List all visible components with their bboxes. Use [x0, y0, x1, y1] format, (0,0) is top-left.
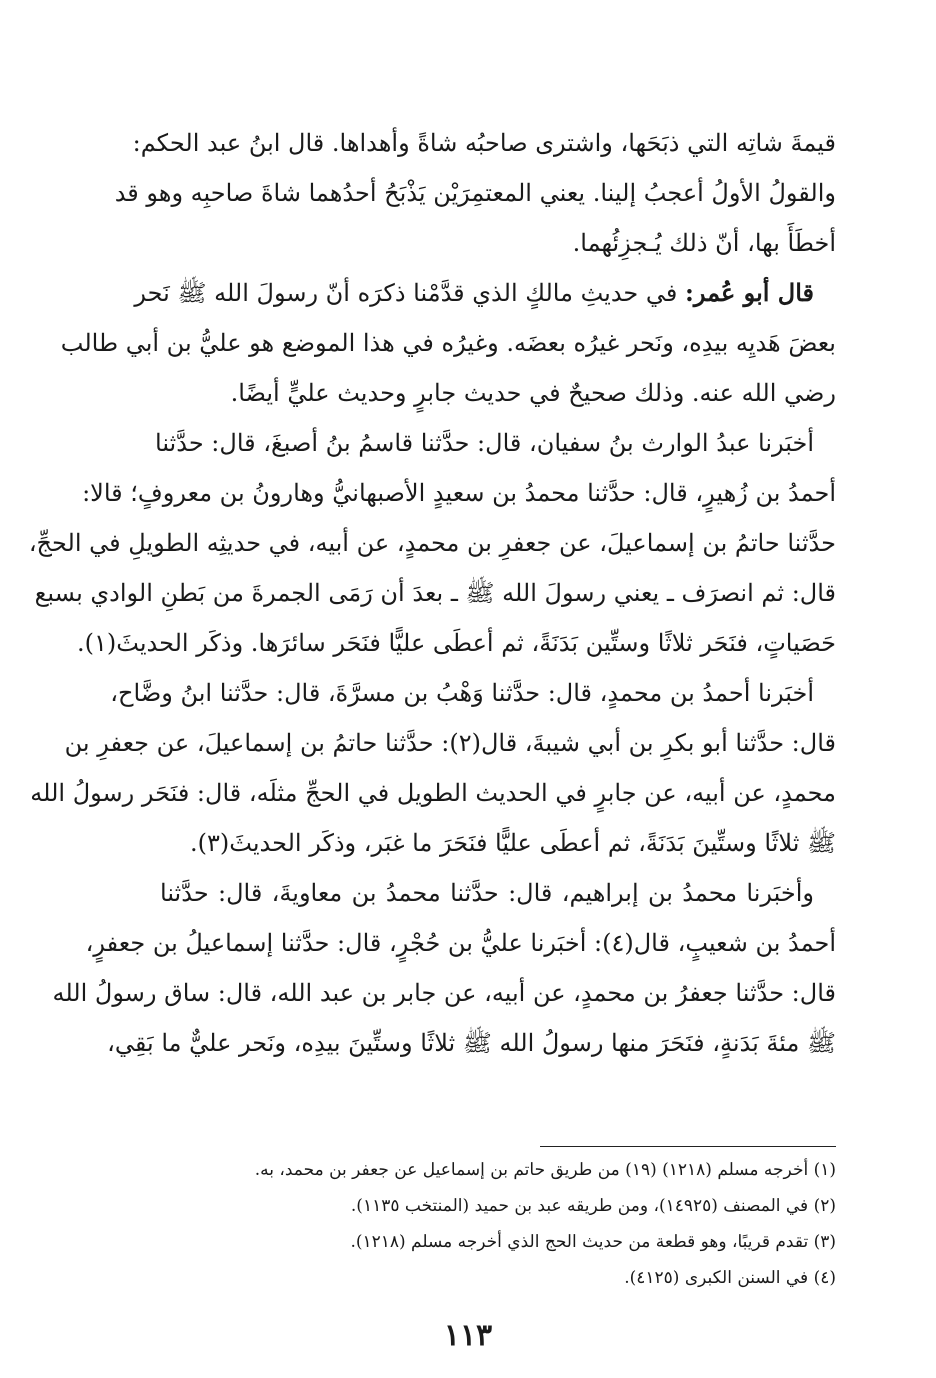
footnote-4: (٤) في السنن الكبرى (٤١٢٥).	[624, 1268, 836, 1288]
paragraph-4	[30, 668, 836, 868]
text-line: أخبَرنا عبدُ الوارث بنُ سفيان، قال: حدَّثنا قاسمُ بنُ أصبغَ، قال: حدَّثنا	[155, 429, 814, 457]
text-line: قيمةَ شاتِه التي ذبَحَها، واشترى صاحبُه شاةً وأهداها. قال ابنُ عبد الحكم:	[132, 129, 836, 157]
text-line: أخبَرنا أحمدُ بن محمدٍ، قال: حدَّثنا وَهْبُ بن مسرَّةَ، قال: حدَّثنا ابنُ وضَّاح،	[110, 679, 814, 707]
text-line: والقولُ الأولُ أعجبُ إلينا. يعني المعتمِرَيْن يَذْبَحُ أحدُهما شاةَ صاحبِه وهو قد	[114, 179, 836, 207]
paragraph-3	[28, 418, 836, 668]
text-line: رضي الله عنه. وذلك صحيحٌ في حديث جابرٍ وحديث عليٍّ أيضًا.	[230, 379, 836, 407]
text-line	[134, 268, 836, 318]
footnote-1: (١) أخرجه مسلم (١٢١٨) (١٩) من طريق حاتم بن إسماعيل عن جعفر بن محمد، به.	[254, 1160, 836, 1180]
footnote-2: (٢) في المصنف (١٤٩٢٥)، ومن طريقه عبد بن حميد (المنتخب ١١٣٥).	[350, 1196, 836, 1216]
text-line: أحمدُ بن شعيبٍ، قال(٤): أخبَرنا عليُّ بن حُجْرٍ، قال: حدَّثنا إسماعيلُ بن جعفرٍ،	[85, 929, 836, 957]
footnotes	[160, 1152, 836, 1296]
text-line: حَصَياتٍ، فنَحَر ثلاثًا وستِّين بَدَنَةً، ثم أعطَى عليًّا فنَحَر سائرَها. وذكَر الحديثَ(١).	[77, 629, 836, 657]
text-line: قال: حدَّثنا جعفرُ بن محمدٍ، عن أبيه، عن جابر بن عبد الله، قال: ساق رسولُ الله	[52, 979, 836, 1007]
text-line: وأخبَرنا محمدُ بن إبراهيم، قال: حدَّثنا محمدُ بن معاويةَ، قال: حدَّثنا	[160, 879, 814, 907]
paragraph-1	[114, 118, 836, 268]
main-text	[28, 118, 836, 1068]
text-line: حدَّثنا حاتمُ بن إسماعيلَ، عن جعفرِ بن محمدٍ، عن أبيه، في حديثِه الطويلِ في الحجِّ،	[28, 529, 836, 557]
page-number: ١١٣	[443, 1318, 493, 1353]
author-lead: قال أبو عُمر:	[685, 278, 814, 307]
text-line: قال: حدَّثنا أبو بكرِ بن أبي شيبةَ، قال(٢): حدَّثنا حاتمُ بن إسماعيلَ، عن جعفرِ بن	[64, 729, 836, 757]
text-line: ﷺ ثلاثًا وستِّينَ بَدَنَةً، ثم أعطَى عليًّا فنَحَرَ ما غبَر، وذكَر الحديثَ(٣).	[190, 829, 836, 857]
footnote-divider	[540, 1146, 836, 1147]
text-line: بعضَ هَديِه بيدِه، ونَحر غيرُه بعضَه. وغيرُه في هذا الموضع هو عليُّ بن أبي طالب	[60, 329, 836, 357]
paragraph-2	[60, 268, 836, 418]
paragraph-5	[52, 868, 836, 1068]
text-line: محمدٍ، عن أبيه، عن جابرٍ في الحديث الطويل في الحجِّ مثلَه، قال: فنَحَر رسولُ الله	[30, 779, 836, 807]
text-line: أحمدُ بن زُهيرٍ، قال: حدَّثنا محمدُ بن سعيدٍ الأصبهانيُّ وهارونُ بن معروفٍ؛ قالا:	[82, 479, 836, 507]
footnote-3: (٣) تقدم قريبًا، وهو قطعة من حديث الحج الذي أخرجه مسلم (١٢١٨).	[350, 1232, 836, 1252]
text-line: قال: ثم انصرَف ـ يعني رسولَ الله ﷺ ـ بعدَ أن رَمَى الجمرةَ من بَطنِ الوادي بسبع	[34, 579, 836, 607]
text-line: أخطَأَ بها، أنّ ذلك يُـجزِئُهما.	[572, 229, 836, 257]
text-line: ﷺ مئةَ بَدَنةٍ، فنَحَرَ منها رسولُ الله ﷺ ثلاثًا وستِّينَ بيدِه، ونَحر عليٌّ ما بَقِي،	[107, 1029, 836, 1057]
text-fragment: في حديثِ مالكٍ الذي قدَّمْنا ذكرَه أنّ رسولَ الله ﷺ نَحر	[134, 279, 686, 307]
